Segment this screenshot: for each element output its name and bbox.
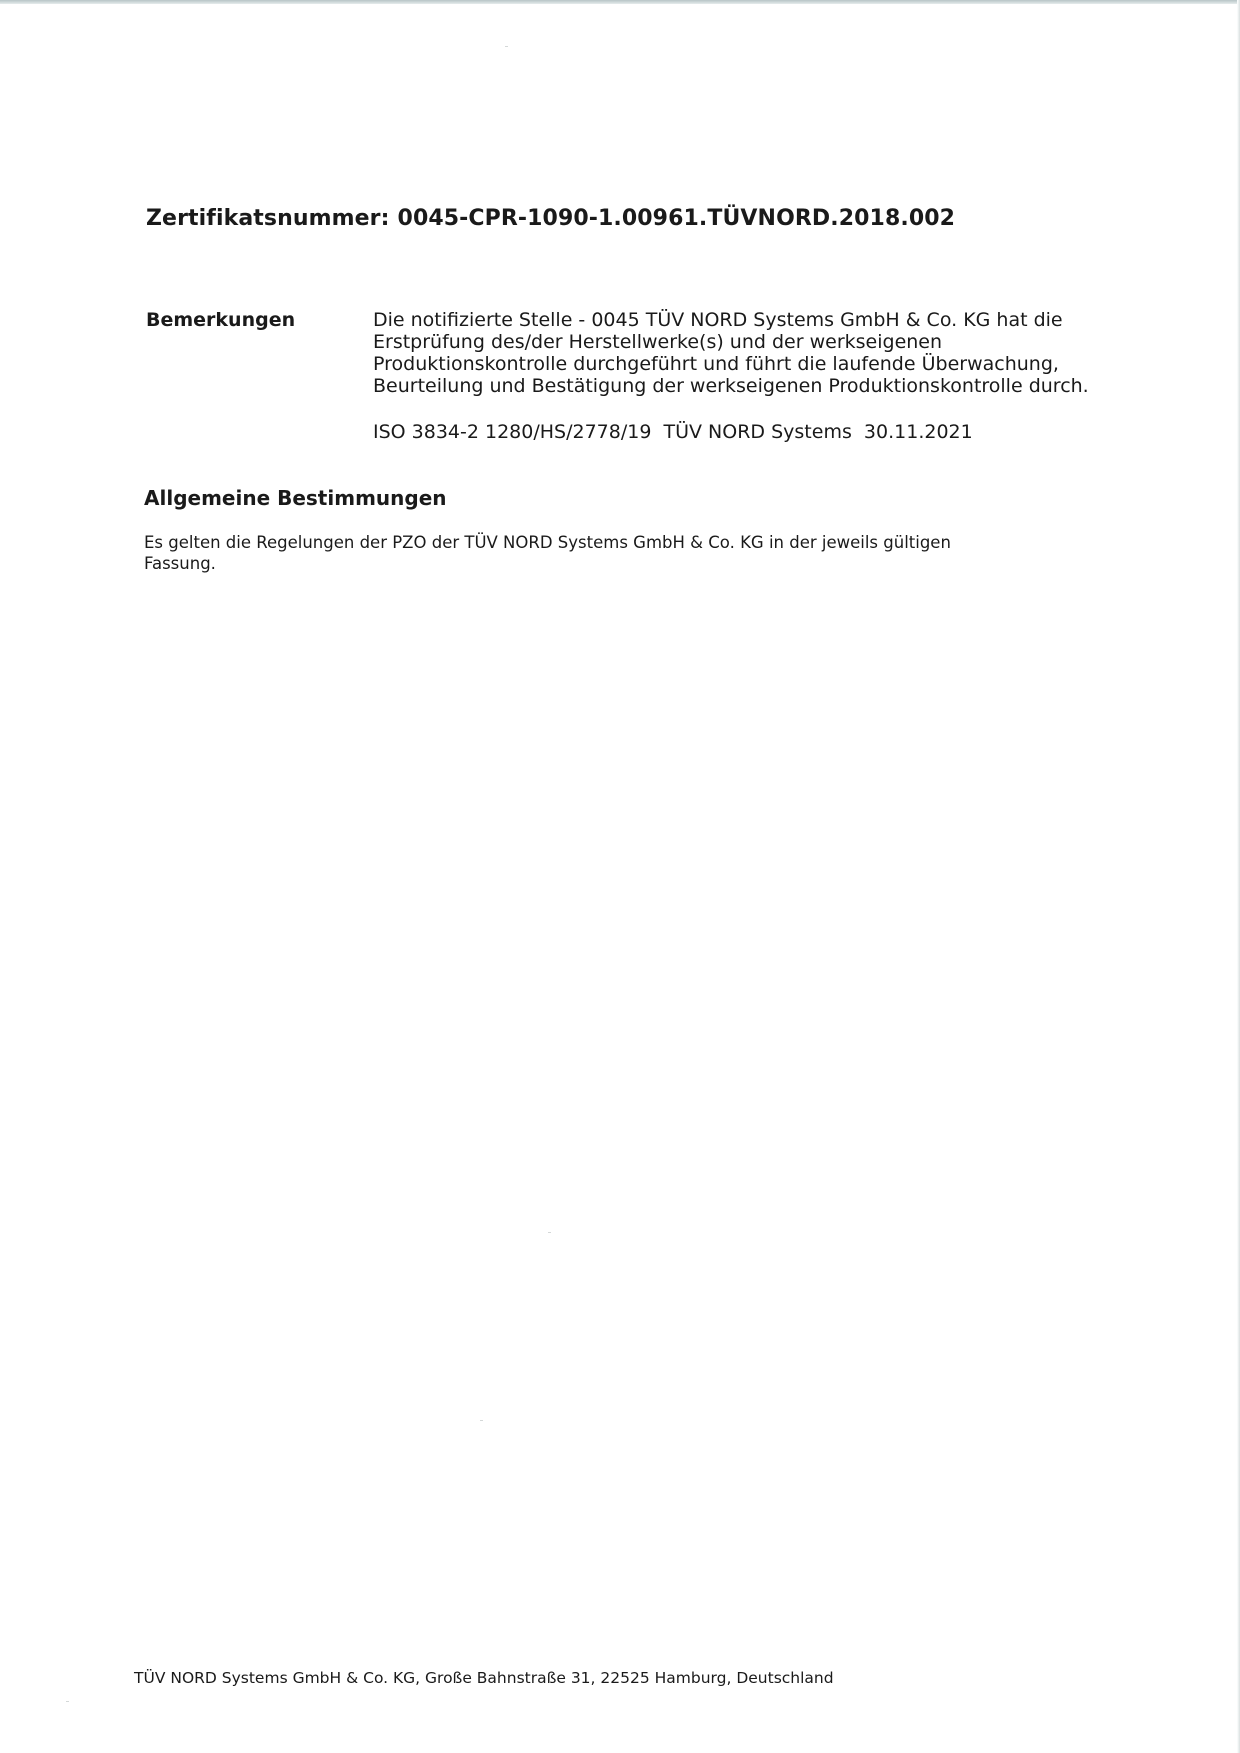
scan-edge-top [0,0,1240,4]
footer-address: TÜV NORD Systems GmbH & Co. KG, Große Bahnstraße 31, 22525 Hamburg, Deutschland [134,1669,834,1687]
scan-speck [480,1420,483,1421]
remarks-reference: ISO 3834-2 1280/HS/2778/19 TÜV NORD Systems 30.11.2021 [373,421,973,443]
remarks-label: Bemerkungen [146,309,296,331]
scan-speck [505,46,508,47]
certificate-number-label: Zertifikatsnummer: [146,206,390,231]
general-provisions-heading: Allgemeine Bestimmungen [144,486,447,510]
certificate-number-value: 0045-CPR-1090-1.00961.TÜVNORD.2018.002 [397,206,956,231]
general-provisions-line: Fassung. [144,554,216,573]
scan-speck [66,1701,69,1702]
remarks-line: Die notifizierte Stelle - 0045 TÜV NORD Systems GmbH & Co. KG hat die [373,309,1063,331]
remarks-line: Erstprüfung des/der Herstellwerke(s) und der werkseigenen [373,331,943,353]
remarks-text [373,309,1093,397]
remarks-line: Produktionskontrolle durchgeführt und führt die laufende Überwachung, [373,353,1059,375]
general-provisions-text [144,532,1004,574]
scan-speck [548,1232,551,1233]
certificate-number-line [146,206,955,231]
general-provisions-line: Es gelten die Regelungen der PZO der TÜV NORD Systems GmbH & Co. KG in der jeweils gültigen [144,533,951,552]
remarks-line: Beurteilung und Bestätigung der werkseigenen Produktionskontrolle durch. [373,375,1089,397]
